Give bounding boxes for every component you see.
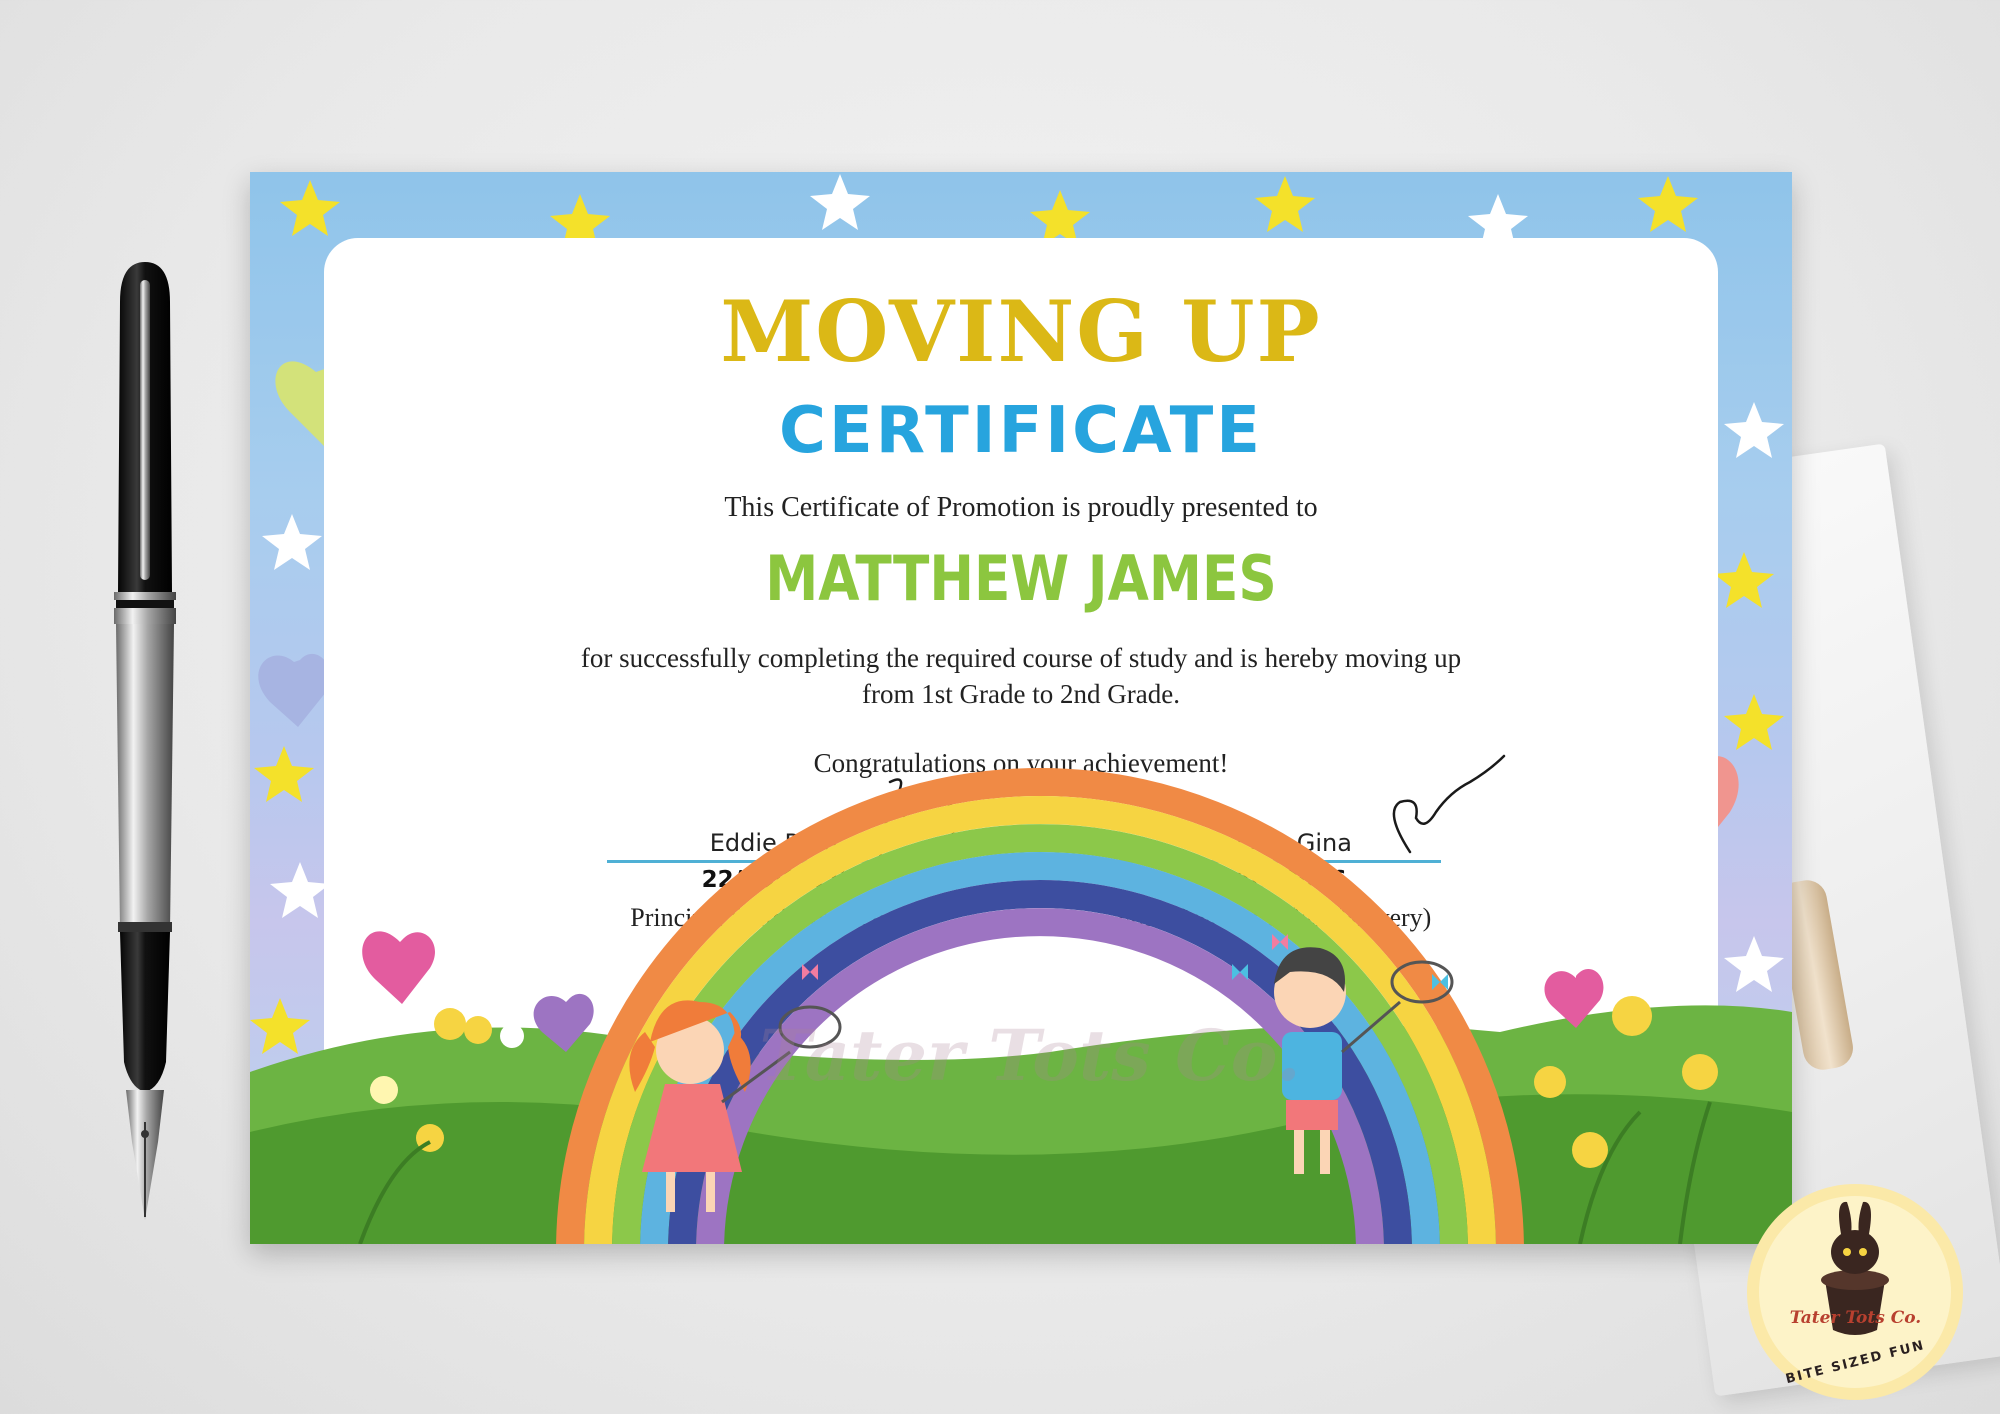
signatory-role: Principal Sunflower School [630,903,918,932]
certificate-subtitle: CERTIFICATE [779,394,1263,468]
signatory-name: Teacher Gina [1196,829,1352,857]
brand-logo-icon [1743,1180,1968,1405]
certificate [250,172,1792,1244]
recipient-name: MATTHEW JAMES [765,542,1277,615]
watermark-text: Tater Tots Co. [759,1014,1301,1097]
signatory-name: Eddie Ring [709,829,839,857]
signature-date: 22/06/2026 [1201,867,1347,893]
brand-tagline: BITE SIZED FUN [1784,1337,1927,1388]
presentation-line: This Certificate of Promotion is proudly presented to [724,492,1318,523]
fountain-pen-icon [100,262,190,1230]
signature-date: 22/06/2026 [701,867,847,893]
signatory-role: Form Teacher (Class Bravery) [1116,903,1432,932]
achievement-line-1: for successfully completing the required course of study and is hereby moving up [580,643,1462,673]
achievement-line-2: from 1st Grade to 2nd Grade. [862,679,1180,709]
brand-name: Tater Tots Co. [1789,1308,1922,1328]
congratulations-line: Congratulations on your achievement! [813,748,1229,778]
certificate-title: MOVING UP [720,282,1322,381]
